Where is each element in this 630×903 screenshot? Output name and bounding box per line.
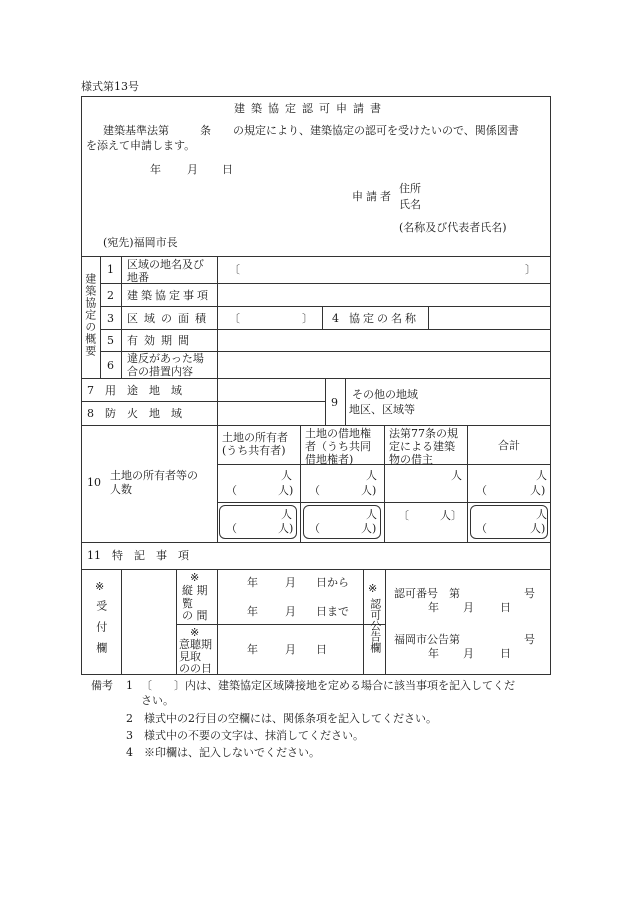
owners-col2-line1: 土地の借地権 xyxy=(305,427,371,440)
inspection-from-suffix: 日から xyxy=(316,576,349,589)
date-day: 日 xyxy=(222,163,233,176)
row4-number: 4 xyxy=(332,312,339,325)
applicant-label: 申請者 xyxy=(352,190,394,203)
inspection-from-year: 年 xyxy=(247,576,258,589)
owners-col3-line2: 定による建築 xyxy=(389,440,455,453)
row9-label-line2: 地区、区域等 xyxy=(349,403,415,416)
inspection-to-month: 月 xyxy=(285,605,296,618)
owners-col1-adjacent-paren-open: （ xyxy=(226,522,237,535)
approval-year: 年 xyxy=(428,601,439,614)
row9-field[interactable] xyxy=(442,379,550,424)
owners-col2-unit: 人 xyxy=(366,469,377,482)
row4-field[interactable] xyxy=(429,307,550,328)
bulletin-number-label: 福岡市公告第 xyxy=(394,633,460,646)
approval-month: 月 xyxy=(463,601,474,614)
row5-label: 有効期間 xyxy=(127,334,195,347)
owners-col4-adjacent-unit: 人 xyxy=(536,508,547,521)
name-label: 氏名 xyxy=(399,198,421,211)
owners-col1-line2: (うち共有者) xyxy=(222,444,286,457)
row2-field[interactable] xyxy=(218,284,550,305)
owners-col3-line1: 法第77条の規 xyxy=(389,427,458,440)
owners-col2-paren-open: （ xyxy=(309,484,320,497)
row10-label-line2: 人数 xyxy=(110,483,132,496)
inspection-label-line1: 縦 期 xyxy=(182,584,208,597)
row8-field[interactable] xyxy=(218,402,324,424)
hearing-month: 月 xyxy=(285,643,296,656)
bulletin-day: 日 xyxy=(500,647,511,660)
approval-label: 認可公告欄 xyxy=(368,598,382,653)
row6-label-line1: 違反があった場 xyxy=(127,352,204,365)
note4: 4 ※印欄は、記入しないでください。 xyxy=(126,746,320,759)
hearing-year: 年 xyxy=(247,643,258,656)
row1-bracket-open: 〔 xyxy=(229,263,240,276)
owners-col1-line1: 土地の所有者 xyxy=(222,431,288,444)
intro-prefix: 建築基準法第 xyxy=(103,124,169,137)
bulletin-number-suffix: 号 xyxy=(524,633,535,646)
row6-number: 6 xyxy=(107,359,114,372)
note1-text: 〔 〕内は、建築協定区域隣接地を定める場合に該当事項を記入してくだ xyxy=(141,679,515,692)
row9-number: 9 xyxy=(331,396,338,409)
owners-col2-adjacent-paren-unit: 人) xyxy=(361,522,377,535)
row2-label: 建築協定事項 xyxy=(127,289,211,302)
approval-number-suffix: 号 xyxy=(524,587,535,600)
owners-col2-adjacent-paren-open: （ xyxy=(309,522,320,535)
date-year: 年 xyxy=(150,163,161,176)
representative-note: (名称及び代表者氏名) xyxy=(399,221,507,234)
date-month: 月 xyxy=(187,163,198,176)
intro-article: 条 xyxy=(200,124,211,137)
owners-col4-adjacent-paren-unit: 人) xyxy=(530,522,546,535)
row1-bracket-close: 〕 xyxy=(525,263,536,276)
row6-field[interactable] xyxy=(218,352,550,377)
hearing-mark: ※ xyxy=(190,626,200,639)
approval-mark: ※ xyxy=(368,582,378,595)
row1-field[interactable] xyxy=(218,258,550,282)
row1-number: 1 xyxy=(107,263,114,276)
inspection-label-line2: 覧 xyxy=(182,597,193,610)
row8-label: 8 防 火 地 域 xyxy=(87,407,182,420)
owners-col2-adjacent-unit: 人 xyxy=(366,508,377,521)
owners-col4-adjacent-paren-open: （ xyxy=(476,522,487,535)
row10-number: 10 xyxy=(87,476,101,489)
reception-mark: ※ xyxy=(95,580,105,593)
note3: 3 様式中の不要の文字は、抹消してください。 xyxy=(126,729,364,742)
approval-day: 日 xyxy=(500,601,511,614)
owners-col1-adjacent-unit: 人 xyxy=(281,508,292,521)
hearing-day: 日 xyxy=(316,643,327,656)
row2-number: 2 xyxy=(107,289,114,302)
owners-col1-paren-open: （ xyxy=(226,484,237,497)
inspection-to-year: 年 xyxy=(247,605,258,618)
owners-col4-unit: 人 xyxy=(536,469,547,482)
inspection-mark: ※ xyxy=(190,571,200,584)
note2: 2 様式中の2行目の空欄には、関係条項を記入してください。 xyxy=(126,712,437,725)
owners-col2-paren-unit: 人) xyxy=(361,484,377,497)
row11-field[interactable] xyxy=(218,543,550,568)
row11-label: 11 特 記 事 項 xyxy=(87,549,189,562)
addressee: (宛先)福岡市長 xyxy=(103,236,178,249)
hearing-label-line1: 意聴期 xyxy=(179,638,212,651)
inspection-label-line3: の 間 xyxy=(182,609,208,622)
owners-col2-line3: 借地権者) xyxy=(305,453,354,466)
owners-col4-paren-open: （ xyxy=(476,484,487,497)
row3-bracket-close: 〕 xyxy=(302,312,313,325)
row5-number: 5 xyxy=(107,334,114,347)
intro-suffix: の規定により、建築協定の認可を受けたいので、関係図書 xyxy=(233,124,519,137)
bulletin-year: 年 xyxy=(428,647,439,660)
row7-field[interactable] xyxy=(218,379,324,400)
notes-title: 備考 xyxy=(91,679,113,692)
row3-number: 3 xyxy=(107,312,114,325)
owners-col4-total: 合計 xyxy=(498,439,520,452)
form-title: 建築協定認可申請書 xyxy=(234,102,387,115)
note1-continuation: さい。 xyxy=(141,694,174,707)
form-number: 様式第13号 xyxy=(81,80,139,93)
row3-bracket-open: 〔 xyxy=(229,312,240,325)
overview-side-label: 建築協定の概要 xyxy=(83,273,97,357)
owners-col3-unit: 人 xyxy=(451,469,462,482)
row4-label: 協定の名称 xyxy=(349,312,419,325)
reception-label: 受付欄 xyxy=(94,600,108,663)
inspection-to-suffix: 日まで xyxy=(316,605,349,618)
hearing-label-line3: のの日 xyxy=(179,662,212,675)
hearing-label-line2: 見取 xyxy=(179,650,201,663)
owners-col3-adjacent-bracket-unit: 人〕 xyxy=(440,509,462,522)
owners-col1-unit: 人 xyxy=(281,469,292,482)
row6-label-line2: 合の措置内容 xyxy=(127,365,193,378)
row1-label-line2: 地番 xyxy=(127,271,149,284)
row9-label-line1: その他の地域 xyxy=(352,388,418,401)
owners-col2-line2: 者（うち共同 xyxy=(305,440,371,453)
row7-label: 7 用 途 地 域 xyxy=(87,384,182,397)
row5-field[interactable] xyxy=(218,330,550,350)
approval-number-label: 認可番号 第 xyxy=(394,587,460,600)
bulletin-month: 月 xyxy=(463,647,474,660)
owners-col3-line3: 物の借主 xyxy=(389,453,433,466)
owners-col4-paren-unit: 人) xyxy=(530,484,546,497)
note1-number: 1 xyxy=(126,679,133,692)
intro-line2: を添えて申請します。 xyxy=(86,139,196,152)
owners-col3-adjacent-bracket-open: 〔 xyxy=(398,509,409,522)
row1-label-line1: 区域の地名及び xyxy=(127,258,204,271)
owners-col1-adjacent-paren-unit: 人) xyxy=(278,522,294,535)
row3-field[interactable] xyxy=(218,307,321,328)
row3-label: 区域の面積 xyxy=(127,312,212,325)
owners-col1-paren-unit: 人) xyxy=(278,484,294,497)
address-label: 住所 xyxy=(399,182,421,195)
inspection-from-month: 月 xyxy=(285,576,296,589)
row10-label-line1: 土地の所有者等の xyxy=(110,469,198,482)
